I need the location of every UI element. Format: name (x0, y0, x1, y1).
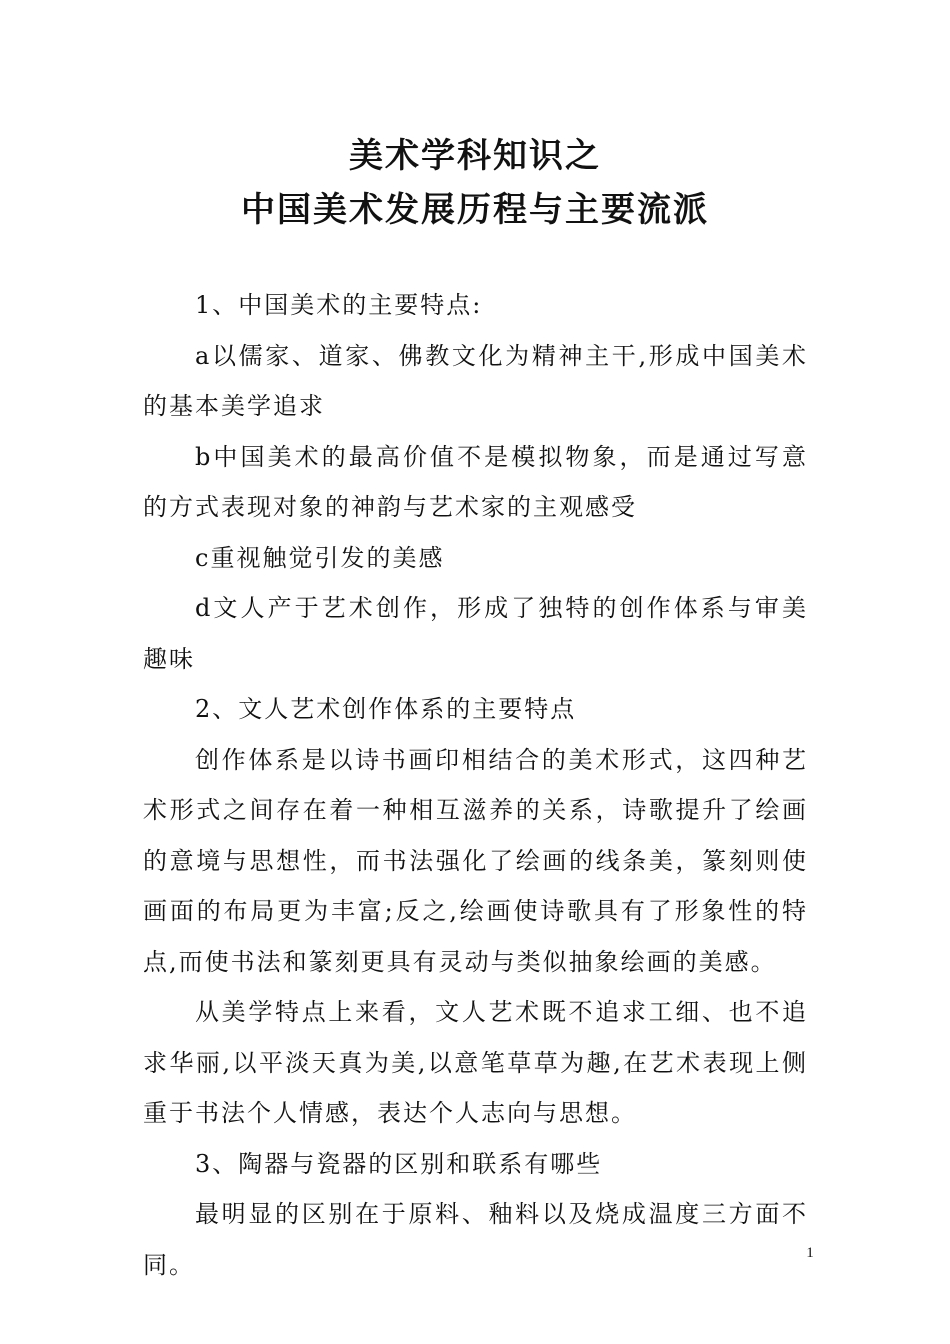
paragraph: c重视触觉引发的美感 (195, 543, 445, 572)
paragraph: 从美学特点上来看，文人艺术既不追求工细、也不追求华丽,以平淡天真为美,以意笔草草为趣,在艺术表现上侧重于书法个人情感，表达个人志向与思想。 (143, 998, 808, 1127)
paragraph: 3、陶器与瓷器的区别和联系有哪些 (195, 1149, 603, 1178)
paragraph: 创作体系是以诗书画印相结合的美术形式，这四种艺术形式之间存在着一种相互滋养的关系，诗歌提升了绘画的意境与思想性，而书法强化了绘画的线条美，篆刻则使画面的布局更为丰富;反之,绘画使诗歌具有了形象性的特点,而使书法和篆刻更具有灵动与类似抽象绘画的美感。 (143, 745, 808, 976)
paragraph: a以儒家、道家、佛教文化为精神主干,形成中国美术的基本美学追求 (143, 341, 808, 420)
paragraph: 1、中国美术的主要特点: (195, 291, 483, 319)
paragraph: d文人产于艺术创作，形成了独特的创作体系与审美趣味 (143, 594, 808, 673)
page-number: 1 (806, 1245, 814, 1261)
document-body (143, 280, 808, 1290)
paragraph: 2、文人艺术创作体系的主要特点 (195, 695, 577, 723)
paragraph: 最明显的区别在于原料、釉料以及烧成温度三方面不同。 (143, 1200, 808, 1279)
document-title-line1: 美术学科知识之 (349, 136, 601, 176)
paragraph: b中国美术的最高价值不是模拟物象，而是通过写意的方式表现对象的神韵与艺术家的主观感受 (143, 442, 808, 521)
document-title-line2: 中国美术发展历程与主要流派 (241, 190, 709, 230)
